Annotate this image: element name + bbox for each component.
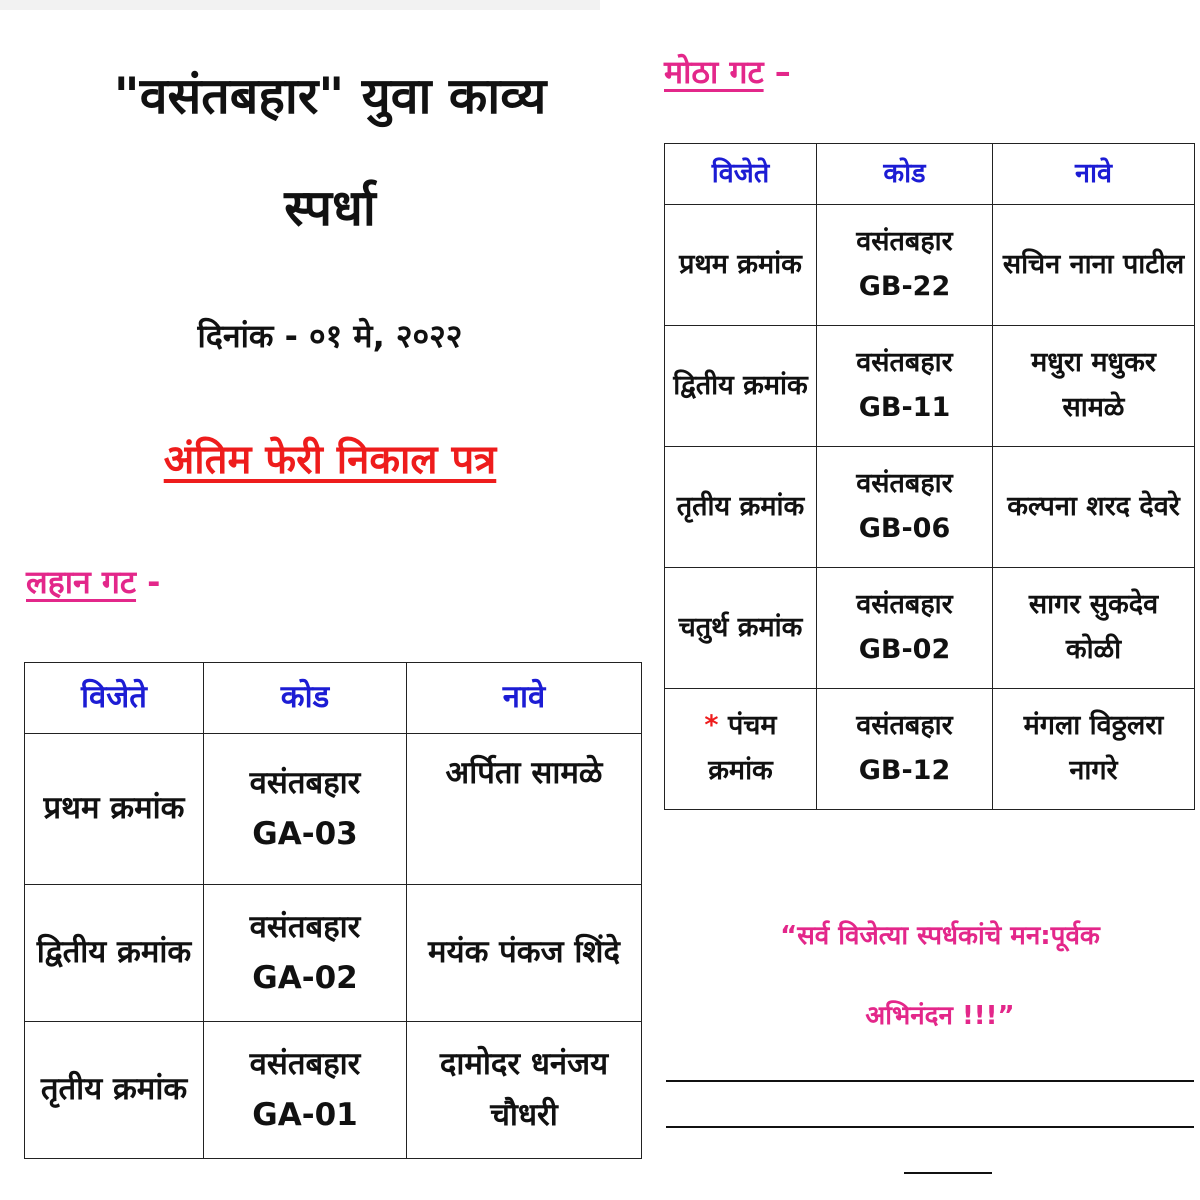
signature-line-1 bbox=[666, 1080, 1194, 1082]
asterisk-mark: * bbox=[704, 710, 719, 742]
signature-line-3 bbox=[904, 1172, 992, 1174]
table-row bbox=[25, 734, 642, 885]
event-date: दिनांक - ०१ मे, २०२२ bbox=[197, 317, 463, 355]
name-cell: दामोदर धनंजय चौधरी bbox=[407, 1022, 642, 1159]
code-cell bbox=[204, 885, 407, 1022]
code-prefix: वसंतबहार bbox=[856, 710, 953, 742]
congratulations-line2: अभिनंदन !!!” bbox=[865, 1001, 1015, 1031]
rank-cell bbox=[665, 689, 817, 810]
code-prefix: वसंतबहार bbox=[856, 226, 953, 258]
name-cell: मयंक पंकज शिंदे bbox=[407, 885, 642, 1022]
code-cell bbox=[817, 568, 993, 689]
rank-cell: द्वितीय क्रमांक bbox=[25, 885, 204, 1022]
congratulations-message bbox=[690, 896, 1190, 1056]
final-round-heading: अंतिम फेरी निकाल पत्र bbox=[163, 437, 497, 483]
code-cell bbox=[204, 1022, 407, 1159]
column-header-code: कोड bbox=[817, 144, 993, 205]
rank-cell: चतुर्थ क्रमांक bbox=[665, 568, 817, 689]
table-row bbox=[665, 689, 1195, 810]
table-row bbox=[25, 1022, 642, 1159]
small-group-label: लहान गट bbox=[26, 563, 137, 601]
code-prefix: वसंतबहार bbox=[856, 589, 953, 621]
table-row bbox=[665, 447, 1195, 568]
big-group-dash: – bbox=[774, 53, 791, 91]
rank-cell: प्रथम क्रमांक bbox=[665, 205, 817, 326]
top-strip bbox=[0, 0, 640, 10]
column-header-names: नावे bbox=[407, 663, 642, 734]
code-value: GB-12 bbox=[858, 755, 951, 786]
table-header-row bbox=[25, 663, 642, 734]
name-cell: मंगला विठ्ठलरा नागरे bbox=[993, 689, 1195, 810]
small-group-results-table bbox=[24, 662, 642, 1159]
code-prefix: वसंतबहार bbox=[856, 468, 953, 500]
name-cell: कल्पना शरद देवरे bbox=[993, 447, 1195, 568]
name-cell: अर्पिता सामळे bbox=[407, 734, 642, 885]
rank-cell: द्वितीय क्रमांक bbox=[665, 326, 817, 447]
code-value: GB-06 bbox=[858, 513, 951, 544]
rank-cell: प्रथम क्रमांक bbox=[25, 734, 204, 885]
signature-line-2 bbox=[666, 1126, 1194, 1128]
name-cell: मधुरा मधुकर सामळे bbox=[993, 326, 1195, 447]
code-value: GB-11 bbox=[858, 392, 951, 423]
congratulations-line1: “सर्व विजेत्या स्पर्धकांचे मन:पूर्वक bbox=[780, 921, 1100, 951]
name-cell: सागर सुकदेव कोळी bbox=[993, 568, 1195, 689]
code-value: GB-02 bbox=[858, 634, 951, 665]
column-header-winners: विजेते bbox=[665, 144, 817, 205]
code-cell bbox=[204, 734, 407, 885]
column-header-winners: विजेते bbox=[25, 663, 204, 734]
table-header-row bbox=[665, 144, 1195, 205]
code-prefix: वसंतबहार bbox=[856, 347, 953, 379]
table-row bbox=[665, 326, 1195, 447]
table-row bbox=[25, 885, 642, 1022]
table-row bbox=[665, 568, 1195, 689]
code-prefix: वसंतबहार bbox=[249, 1045, 361, 1082]
small-group-dash: - bbox=[147, 563, 161, 601]
rank-cell: तृतीय क्रमांक bbox=[665, 447, 817, 568]
code-cell bbox=[817, 205, 993, 326]
big-group-results-table bbox=[664, 143, 1195, 810]
rank-cell: तृतीय क्रमांक bbox=[25, 1022, 204, 1159]
column-header-code: कोड bbox=[204, 663, 407, 734]
code-value: GA-03 bbox=[252, 816, 358, 852]
name-cell: सचिन नाना पाटील bbox=[993, 205, 1195, 326]
code-cell bbox=[817, 326, 993, 447]
rank-text: पंचम क्रमांक bbox=[708, 710, 777, 786]
big-group-label: मोठा गट bbox=[664, 53, 764, 91]
code-prefix: वसंतबहार bbox=[249, 764, 361, 801]
code-prefix: वसंतबहार bbox=[249, 908, 361, 945]
column-header-names: नावे bbox=[993, 144, 1195, 205]
big-group-heading bbox=[664, 50, 791, 93]
small-group-heading bbox=[26, 560, 160, 603]
table-row bbox=[665, 205, 1195, 326]
page-title-line1: "वसंतबहार" युवा काव्य bbox=[113, 67, 547, 125]
page-title-line2: स्पर्धा bbox=[284, 179, 376, 237]
code-value: GA-01 bbox=[252, 1097, 358, 1133]
code-value: GB-22 bbox=[858, 271, 951, 302]
code-cell bbox=[817, 447, 993, 568]
code-value: GA-02 bbox=[252, 960, 358, 996]
code-cell bbox=[817, 689, 993, 810]
